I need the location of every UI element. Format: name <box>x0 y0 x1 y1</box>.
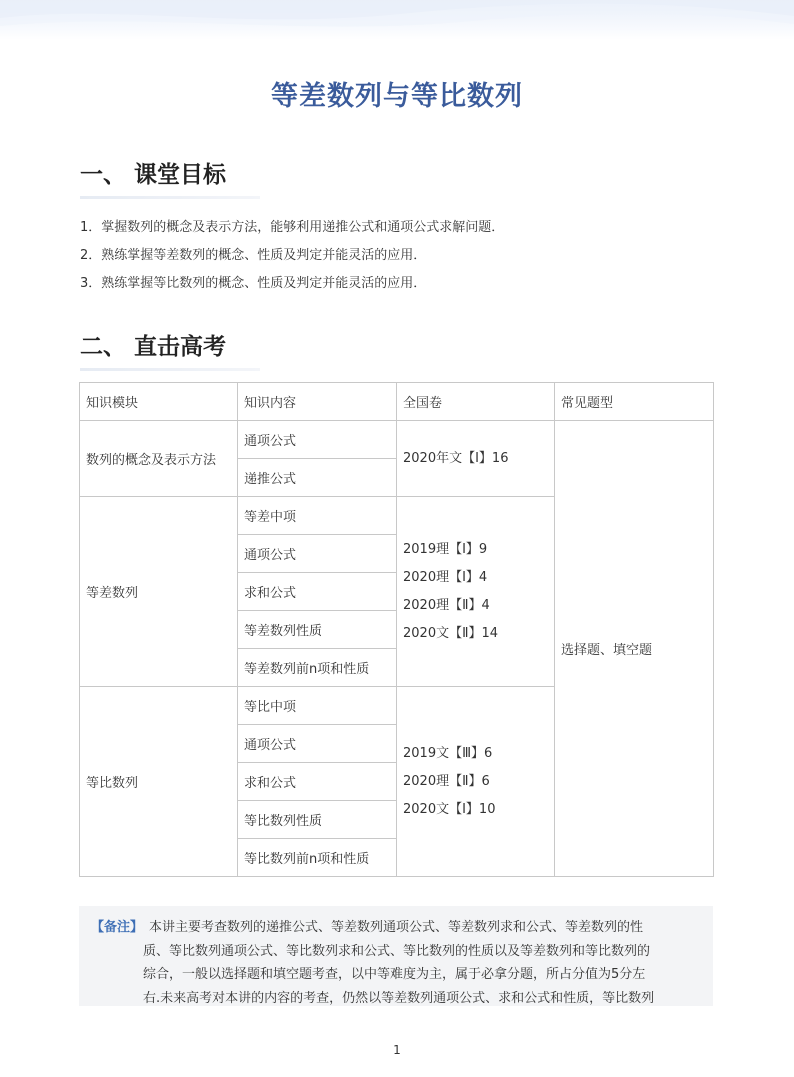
content-cell: 求和公式 <box>238 763 397 801</box>
papers-cell <box>397 687 555 877</box>
paper-ref: 2020理【Ⅰ】4 <box>403 569 488 585</box>
remark-line <box>91 916 699 940</box>
header-decoration <box>0 0 794 40</box>
exam-knowledge-table <box>79 382 714 877</box>
content-cell: 等差中项 <box>238 497 397 535</box>
content-cell: 通项公式 <box>238 421 397 459</box>
paper-ref: 2020文【Ⅰ】10 <box>403 801 496 817</box>
goal-item-2: 2．熟练掌握等差数列的概念、性质及判定并能灵活的应用． <box>80 248 427 263</box>
remark-label: 【备注】 <box>91 920 144 935</box>
content-cell: 通项公式 <box>238 725 397 763</box>
content-cell: 等比数列性质 <box>238 801 397 839</box>
papers-cell <box>397 497 555 687</box>
table-row <box>80 421 714 459</box>
paper-ref: 2019文【Ⅲ】6 <box>403 745 493 761</box>
goal-item-3: 3．熟练掌握等比数列的概念、性质及判定并能灵活的应用． <box>80 276 427 291</box>
content-cell: 等差数列前n项和性质 <box>238 649 397 687</box>
paper-ref: 2020文【Ⅱ】14 <box>403 625 499 641</box>
section-heading-goals: 一、 课堂目标 <box>80 162 227 188</box>
content-cell: 通项公式 <box>238 535 397 573</box>
content-cell: 求和公式 <box>238 573 397 611</box>
module-cell: 等差数列 <box>80 497 238 687</box>
goal-item-1: 1．掌握数列的概念及表示方法，能够利用递推公式和通项公式求解问题． <box>80 220 505 235</box>
module-cell: 数列的概念及表示方法 <box>80 421 238 497</box>
remark-box <box>79 906 713 1006</box>
paper-ref: 2020理【Ⅱ】6 <box>403 773 490 789</box>
page-number: 1 <box>393 1043 401 1057</box>
content-cell: 等差数列性质 <box>238 611 397 649</box>
header-question-type: 常见题型 <box>555 383 714 421</box>
header-module: 知识模块 <box>80 383 238 421</box>
content-cell: 递推公式 <box>238 459 397 497</box>
papers-cell <box>397 421 555 497</box>
header-national-paper: 全国卷 <box>397 383 555 421</box>
remark-line: 综合，一般以选择题和填空题考查，以中等难度为主，属于必拿分题，所占分值为5分左 <box>143 967 646 982</box>
paper-ref: 2020理【Ⅱ】4 <box>403 597 490 613</box>
question-type-cell: 选择题、填空题 <box>555 421 714 877</box>
remark-text: 本讲主要考查数列的递推公式、等差数列通项公式、等差数列求和公式、等差数列的性 <box>149 920 644 935</box>
remark-line: 右.未来高考对本讲的内容的考查，仍然以等差数列通项公式、求和公式和性质，等比数列 <box>143 990 655 1006</box>
table-header-row <box>80 383 714 421</box>
document-title: 等差数列与等比数列 <box>271 81 523 112</box>
section-underline <box>80 368 260 371</box>
content-cell: 等比数列前n项和性质 <box>238 839 397 877</box>
paper-ref: 2019理【Ⅰ】9 <box>403 541 488 557</box>
content-cell: 等比中项 <box>238 687 397 725</box>
wave-decoration-icon <box>0 0 794 40</box>
paper-ref: 2020年文【Ⅰ】16 <box>403 450 509 466</box>
module-cell: 等比数列 <box>80 687 238 877</box>
remark-line: 质、等比数列通项公式、等比数列求和公式、等比数列的性质以及等差数列和等比数列的 <box>143 943 651 959</box>
header-content: 知识内容 <box>238 383 397 421</box>
section-underline <box>80 196 260 199</box>
section-heading-exam: 二、 直击高考 <box>80 334 227 360</box>
